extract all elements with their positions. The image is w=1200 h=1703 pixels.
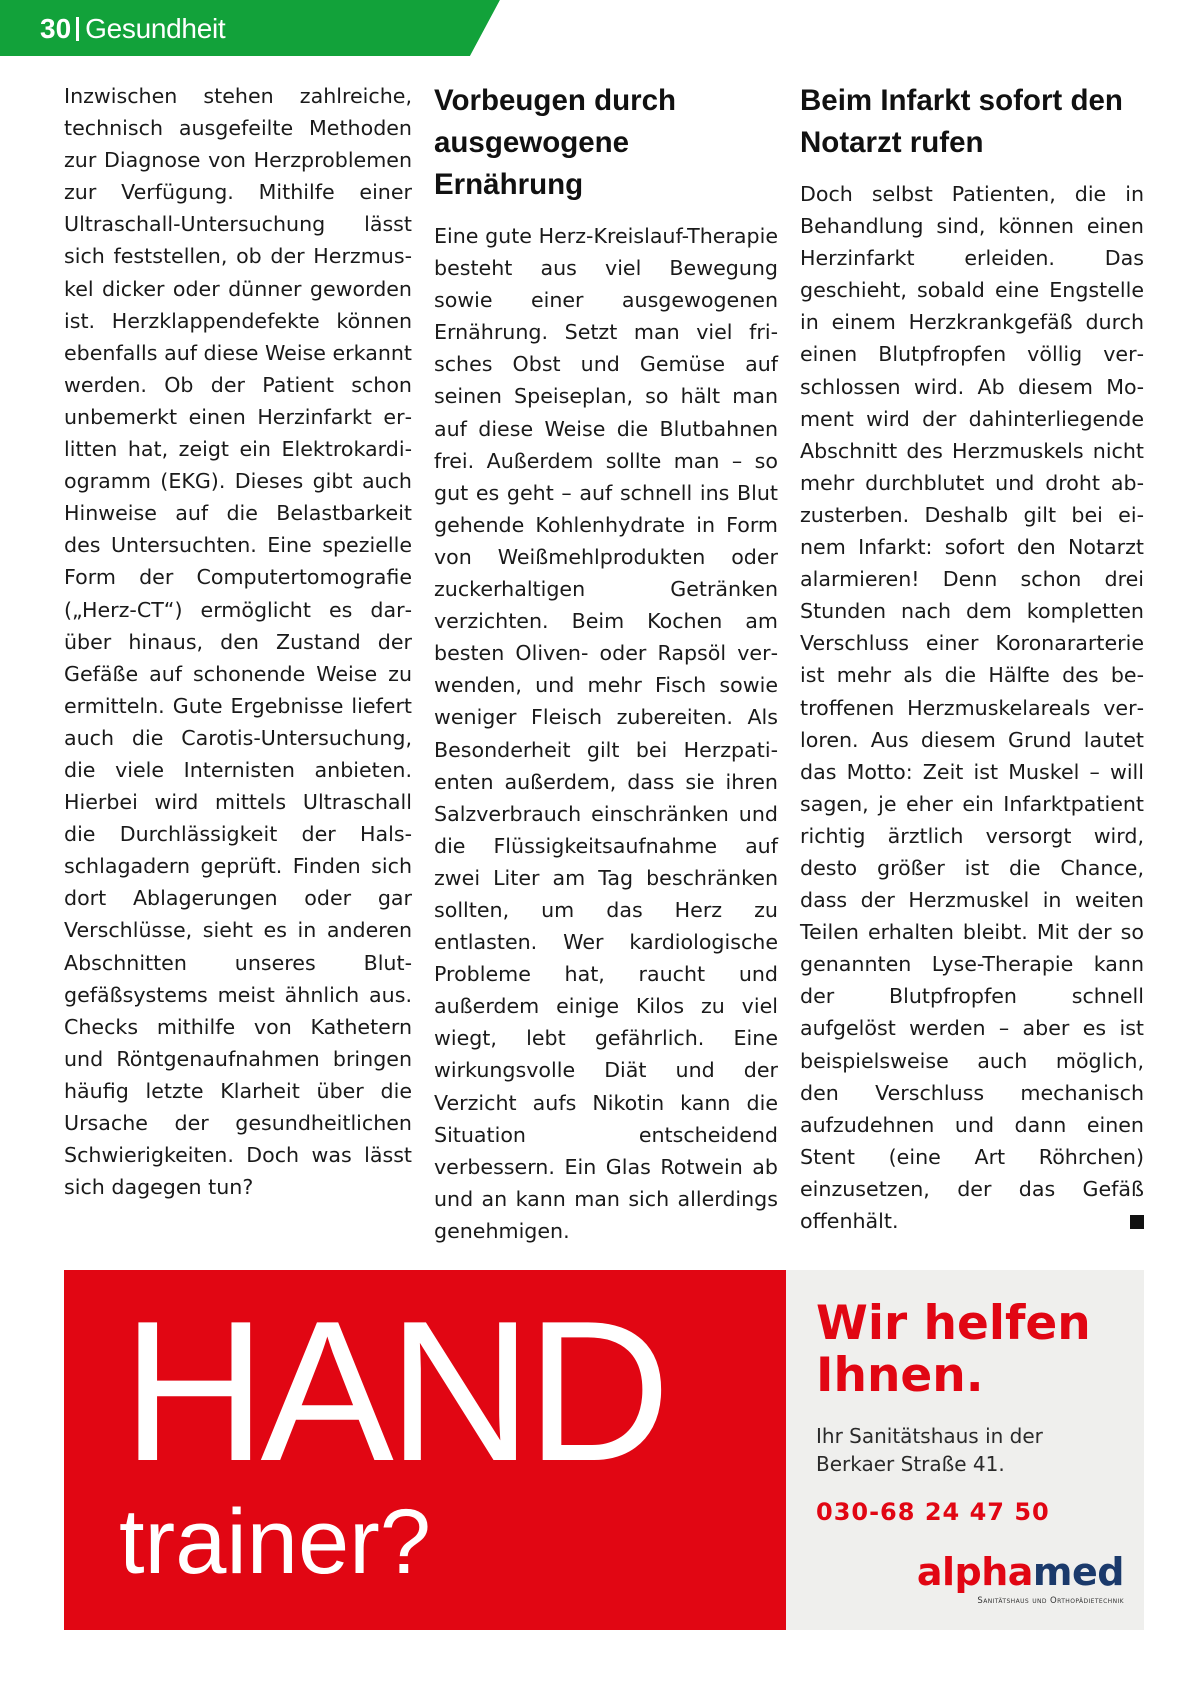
ad-red-panel xyxy=(64,1270,786,1630)
ad-headline xyxy=(816,1298,1091,1402)
article-column-3 xyxy=(800,80,1144,1237)
page-number: 30 xyxy=(40,13,72,44)
column-1-body: Inzwischen stehen zahlreiche, technisch ausgefeilte Methoden zur Diagnose von Herzproblemen zur Verfügung. Mithilfe einer Ultraschall-Untersuchung lässt sich feststellen, ob der Herzmuskel dicker oder dünner geworden ist. Herzklappendefekte können ebenfalls auf diese Weise erkannt werden. Ob der Patient schon unbemerkt einen Herzinfarkt erlitten hat, zeigt ein Elektrokardiogramm (EKG). Dieses gibt auch Hinweise auf die Belastbarkeit des Untersuchten. Eine spezielle Form der Computertomografie („Herz-CT“) ermöglicht es darüber hinaus, den Zustand der Gefäße auf schonende Weise zu ermitteln. Gute Ergebnisse liefert auch die Carotis-Untersuchung, die viele Internisten anbieten. Hierbei wird mittels Ultraschall die Durchlässigkeit der Halsschlagadern geprüft. Finden sich dort Ablagerungen oder gar Verschlüsse, sieht es in anderen Abschnitten unseres Blutgefäßsystems meist ähnlich aus. Checks mithilfe von Kathetern und Röntgenaufnahmen bringen häufig letzte Klarheit über die Ursache der gesundheitlichen Schwierigkeiten. Doch was lässt sich dagegen tun? xyxy=(64,84,412,1200)
ad-headline-line-2: Ihnen. xyxy=(816,1348,984,1403)
alphamed-logo xyxy=(902,1552,1124,1614)
column-2-body: Eine gute Herz-Kreislauf-Therapie besteht aus viel Bewegung sowie einer ausgewogenen Ernährung. Setzt man viel frisches Obst und Gemüse auf seinen Speiseplan, so hält man auf diese Weise die Blutbahnen frei. Außerdem sollte man – so gut es geht – auf schnell ins Blut gehende Kohlenhydrate in Form von Weißmehlprodukten oder zuckerhaltigen Getränken verzichten. Beim Kochen am besten Oliven- oder Rapsöl verwenden, und mehr Fisch sowie weniger Fleisch zubereiten. Als Besonderheit gilt bei Herzpatienten außerdem, dass sie ihren Salzverbrauch einschränken und die Flüssigkeitsaufnahme auf zwei Liter am Tag beschränken sollten, um das Herz zu entlasten. Wer kardiologische Probleme hat, raucht und außerdem einige Kilos zu viel wiegt, lebt gefährlich. Eine wirkungsvolle Diät und der Verzicht aufs Nikotin kann die Situation entscheidend verbessern. Ein Glas Rotwein ab und an kann man sich allerdings genehmigen. xyxy=(434,224,778,1243)
column-3-body: Doch selbst Patienten, die in Behandlung sind, können einen Herzinfarkt erleiden. Das geschieht, sobald eine Engstelle in einem Herzkrankgefäß durch einen Blutpfropfen völlig verschlossen wird. Ab diesem Moment wird der dahinterliegende Abschnitt des Herzmuskels nicht mehr durchblutet und droht abzusterben. Deshalb gilt bei einem Infarkt: sofort den Notarzt alarmieren! Denn schon drei Stunden nach dem kompletten Verschluss einer Koronararterie ist mehr als die Hälfte des betroffenen Herzmuskelareals verloren. Aus diesem Grund lautet das Motto: Zeit ist Muskel – will sagen, je eher ein Infarktpatient richtig ärztlich versorgt wird, desto größer ist die Chance, dass der Herzmuskel in weiten Teilen erhalten bleibt. Mit der so genannten Lyse-Therapie kann der Blutpfropfen schnell aufgelöst werden – aber es ist beispielsweise auch möglich, den Verschluss mechanisch aufzudehnen und dann einen Stent (eine Art Röhrchen) einzusetzen, der das Gefäß offenhält. xyxy=(800,182,1144,1233)
ad-address xyxy=(816,1422,1043,1478)
column-3-body-wrapper xyxy=(800,178,1144,1237)
header-title xyxy=(40,13,225,45)
ad-headline-line-1: Wir helfen xyxy=(816,1296,1091,1351)
logo-part-alpha: alpha xyxy=(916,1550,1033,1594)
logo-part-med: med xyxy=(1032,1550,1124,1594)
logo-tagline: Sanitätshaus und Orthopädietechnik xyxy=(977,1596,1124,1606)
ad-phone-number: 030-68 24 47 50 xyxy=(816,1498,1050,1526)
ad-info-panel xyxy=(816,1270,1126,1630)
column-2-heading: Vorbeugen durch ausgewogene Ernährung xyxy=(434,84,677,201)
ad-big-word: HAND xyxy=(122,1280,665,1503)
header-separator xyxy=(76,17,79,41)
ad-address-line-1: Ihr Sanitätshaus in der xyxy=(816,1424,1043,1448)
header-band xyxy=(0,0,520,56)
column-3-heading: Beim Infarkt sofort den Notarzt rufen xyxy=(800,84,1123,159)
article-column-1 xyxy=(64,80,412,1203)
article-column-2 xyxy=(434,80,778,1247)
ad-question: trainer? xyxy=(119,1491,431,1593)
advertisement xyxy=(64,1270,1144,1630)
section-name: Gesundheit xyxy=(85,13,226,44)
logo-wordmark xyxy=(917,1552,1124,1592)
article-end-mark-icon xyxy=(1130,1215,1144,1229)
ad-address-line-2: Berkaer Straße 41. xyxy=(816,1452,1005,1476)
